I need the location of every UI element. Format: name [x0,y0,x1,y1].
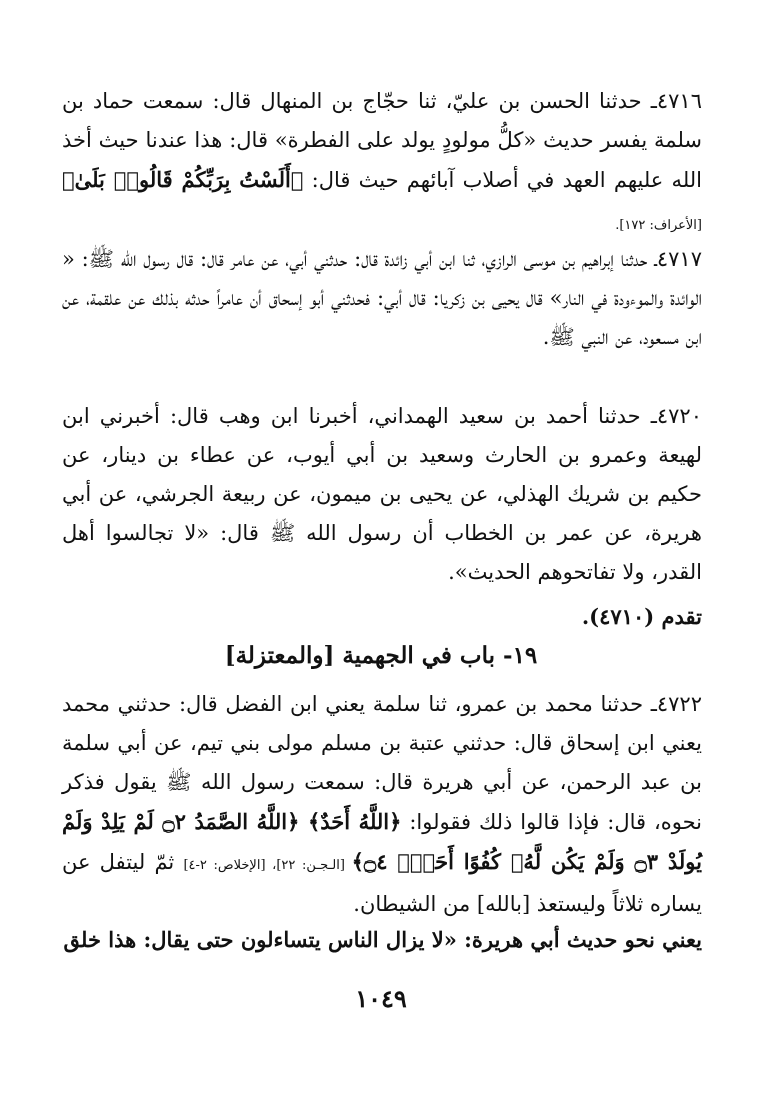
verse-reference: [الـجـن: ٢٢]، [الإخلاص: ٢-٤] [183,858,352,873]
hadith-4720: ٤٧٢٠ـ حدثنا أحمد بن سعيد الهمداني، أخبرنا ابن وهب قال: أخبرني ابن لهيعة وعمرو بن الحارث وسعيد بن أبي أيوب، عن عطاء بن دينار، عن حكيم بن شريك الهذلي، عن يحيى بن ميمون، عن ربيعة الجرشي، عن أبي هريرة، عن عمر بن الخطاب أن رسول الله ﷺ قال: «لا تجالسوا أهل القدر، ولا تفاتحوهم الحديث». [62,404,702,584]
quran-verse: ﴿اللَّهُ أَحَدٌ﴾ ﴿اللَّهُ الصَّمَدُ ۝٢ لَمْ يَلِدْ وَلَمْ يُولَدْ ۝٣ وَلَمْ يَكُن لَّهُۥ كُفُوًا أَحَدٌۢ ۝٤﴾ [62,809,702,874]
hadith-4716-text: ٤٧١٦ـ حدثنا الحسن بن عليّ، ثنا حجّاج بن المنهال قال: سمعت حماد بن سلمة يفسر حديث «كلُّ مولودٍ يولد على الفطرة» قال: هذا عندنا حيث أخذ الله عليهم العهد في أصلاب آبائهم حيث قال: [62,89,703,192]
hadith-4716 [62,82,702,245]
hadith-4722-text: ٤٧٢٢ـ حدثنا محمد بن عمرو، ثنا سلمة يعني ابن الفضل قال: حدثني محمد يعني ابن إسحاق قال: حدثني عتبة بن مسلم مولى بني تيم، عن أبي سلمة بن عبد الرحمن، عن أبي هريرة قال: سمعت رسول الله ﷺ يقول فذكر نحوه، قال: فإذا قالوا ذلك فقولوا: [62,692,702,834]
page-number: ١٠٤٩ [355,984,407,1013]
quran-verse: ﴿أَلَسْتُ بِرَبِّكُمْ قَالُوا۟ بَلَىٰ﴾ [62,167,304,192]
section-heading: ١٩- باب في الجهمية [والمعتزلة] [224,642,538,669]
hadith-4722 [62,685,702,924]
commentary-note: يعني نحو حديث أبي هريرة: «لا يزال الناس يتساءلون حتى يقال: هذا خلق [63,927,702,952]
hadith-4717: ٤٧١٧ـ حدثنا إبراهيم بن موسى الرازي، ثنا ابن أبي زائدة قال: حدثني أبي، عن عامر قال: قال رسول الله ﷺ: « الوائدة والموءودة في النار» قال يحيى بن زكريا: قال أبي: فحدثني أبو إسحاق أن عامراً حدثه بذلك عن علقمة، عن ابن مسعود، عن النبي ﷺ. [62,247,702,349]
verse-reference: [الأعراف: ١٧٢]. [615,218,702,233]
cross-reference-note: تقدم (٤٧١٠). [581,604,702,629]
hadith-4722-ending: ثمّ ليتفل عن يساره ثلاثاً وليستعذ [بالله] من الشيطان. [62,850,702,916]
